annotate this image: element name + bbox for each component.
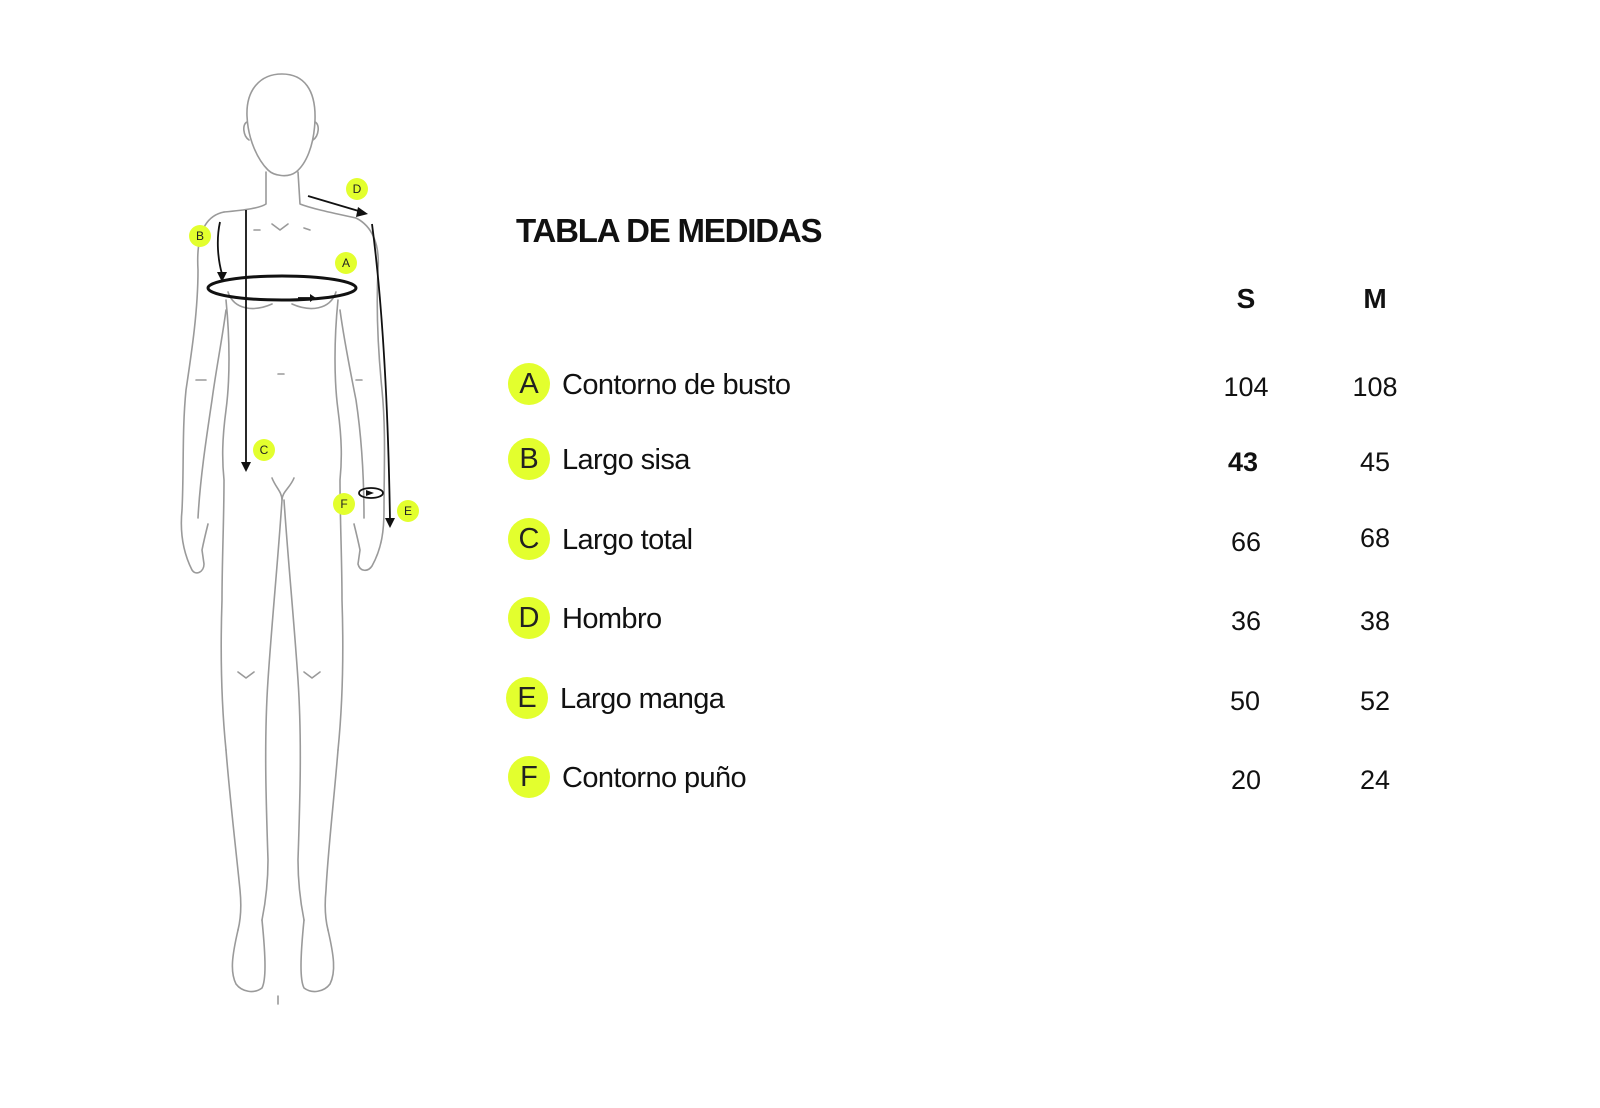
value-s: 43 bbox=[1227, 447, 1259, 477]
row-label: Hombro bbox=[562, 603, 662, 635]
figure-marker-b bbox=[189, 225, 211, 247]
figure-knee-right bbox=[304, 672, 320, 678]
row-label: Contorno de busto bbox=[562, 369, 791, 401]
figure-neck-left bbox=[224, 172, 266, 212]
figure-leg-right-outer bbox=[325, 750, 338, 930]
figure-marker-f bbox=[333, 493, 355, 515]
figure-leg-left-inner bbox=[262, 500, 282, 920]
figure-marker-d bbox=[346, 178, 368, 200]
value-s: 20 bbox=[1230, 765, 1262, 795]
figure-leg-left-outer bbox=[226, 750, 241, 930]
table-row bbox=[508, 363, 1408, 407]
body-figure-diagram bbox=[150, 60, 450, 1040]
figure-torso-left bbox=[221, 300, 229, 750]
row-label: Largo sisa bbox=[562, 444, 690, 476]
value-m: 38 bbox=[1359, 606, 1391, 636]
row-letter-badge: D bbox=[508, 597, 550, 639]
value-m: 68 bbox=[1359, 523, 1391, 553]
row-label: Largo manga bbox=[560, 683, 725, 715]
table-row bbox=[508, 597, 1408, 641]
measure-bust-ellipse bbox=[208, 276, 356, 300]
svg-text:C: C bbox=[259, 443, 269, 457]
row-letter-badge: A bbox=[508, 363, 550, 405]
svg-text:B: B bbox=[195, 229, 205, 243]
measure-sleeve-arrowhead bbox=[385, 518, 395, 528]
figure-arm-left-inner bbox=[198, 310, 226, 518]
value-s: 36 bbox=[1230, 606, 1262, 636]
svg-text:F: F bbox=[340, 497, 348, 511]
row-letter-badge: C bbox=[508, 518, 550, 560]
value-m: 52 bbox=[1359, 686, 1391, 716]
figure-foot-left bbox=[232, 920, 265, 991]
figure-knee-left bbox=[238, 672, 254, 678]
value-s: 104 bbox=[1223, 372, 1269, 402]
figure-marker-e bbox=[397, 500, 419, 522]
figure-arm-right-inner bbox=[340, 310, 364, 518]
svg-text:D: D bbox=[352, 182, 362, 196]
figure-neck-right bbox=[298, 172, 356, 218]
figure-arm-right-outer bbox=[354, 218, 385, 570]
figure-collar-right bbox=[304, 228, 310, 230]
value-m: 24 bbox=[1359, 765, 1391, 795]
size-header-m: M bbox=[1363, 283, 1387, 314]
row-letter-badge: F bbox=[508, 756, 550, 798]
figure-crotch bbox=[272, 478, 294, 500]
value-s: 50 bbox=[1229, 686, 1261, 716]
figure-arm-left-outer bbox=[181, 212, 224, 573]
row-label: Contorno puño bbox=[562, 762, 747, 794]
measure-shoulder-arrowhead bbox=[356, 207, 368, 217]
row-letter-badge: E bbox=[506, 677, 548, 719]
figure-marker-c bbox=[253, 439, 275, 461]
table-row bbox=[508, 518, 1408, 562]
figure-leg-right-inner bbox=[284, 500, 304, 920]
figure-foot-right bbox=[301, 920, 334, 991]
svg-text:A: A bbox=[341, 256, 351, 270]
value-s: 66 bbox=[1230, 527, 1262, 557]
page-title: TABLA DE MEDIDAS bbox=[516, 212, 822, 249]
measure-armhole-line bbox=[218, 222, 222, 274]
measure-length-arrowhead bbox=[241, 462, 251, 472]
figure-head bbox=[247, 74, 315, 176]
size-header-s: S bbox=[1236, 283, 1256, 314]
table-row bbox=[508, 756, 1408, 800]
table-row bbox=[508, 677, 1408, 721]
row-letter-badge: B bbox=[508, 438, 550, 480]
measure-cuff-arrowhead bbox=[366, 490, 374, 496]
figure-torso-right bbox=[335, 300, 343, 750]
svg-text:E: E bbox=[403, 504, 413, 518]
figure-collarbone bbox=[272, 224, 288, 230]
value-m: 108 bbox=[1352, 372, 1398, 402]
value-m: 45 bbox=[1359, 447, 1391, 477]
body-figure-svg bbox=[150, 60, 450, 1040]
figure-marker-a bbox=[335, 252, 357, 274]
measure-bust-arrowhead bbox=[310, 294, 316, 302]
row-label: Largo total bbox=[562, 524, 693, 556]
table-row bbox=[508, 438, 1408, 482]
